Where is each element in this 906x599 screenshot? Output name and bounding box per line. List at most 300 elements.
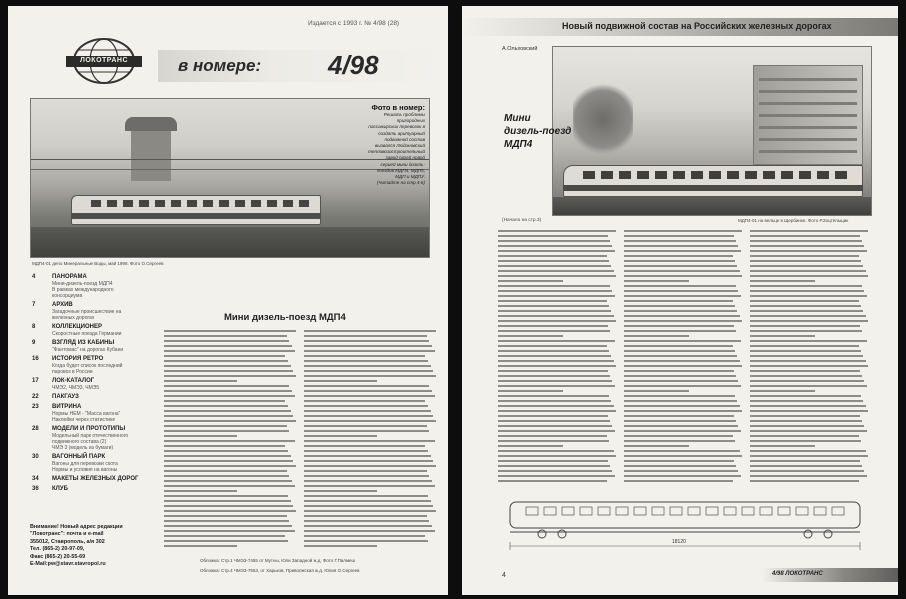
main-photo <box>552 46 872 216</box>
body-text-line <box>624 370 734 372</box>
toc-section-subtitle: Нормы и условия на вагоны <box>52 467 118 473</box>
body-text-line <box>304 370 433 372</box>
contact-line: "Локотранс": почта и e-mail <box>30 531 104 538</box>
body-text-line <box>750 415 860 417</box>
building-windows-shape <box>759 73 857 153</box>
body-text-line <box>164 345 292 347</box>
body-text-line <box>624 305 735 307</box>
body-text-line <box>304 445 425 447</box>
train-drawing <box>502 492 868 556</box>
contents-banner <box>158 50 444 82</box>
toc-section-subtitle: Модельный парк отечественного <box>52 433 129 439</box>
body-text-line <box>750 280 815 282</box>
body-text-line <box>304 525 432 527</box>
body-text-line <box>304 385 429 387</box>
toc-section-title: ВИТРИНА <box>52 404 82 410</box>
body-text-line <box>624 340 741 342</box>
body-text-line <box>750 470 864 472</box>
body-text-line <box>498 335 563 337</box>
body-text-line <box>164 480 292 482</box>
train-stripe-shape <box>71 213 321 219</box>
toc-section-subtitle: Наклейки через статистике <box>52 417 116 423</box>
body-text-line <box>750 245 864 247</box>
body-text-line <box>304 410 431 412</box>
body-text-line <box>750 455 868 457</box>
body-text-line <box>750 450 866 452</box>
body-text-line <box>498 410 616 412</box>
body-text-line <box>750 260 861 262</box>
body-text-line <box>750 385 867 387</box>
body-text-line <box>304 455 431 457</box>
body-text-line <box>624 290 738 292</box>
author: А.Ольховский <box>502 46 538 52</box>
body-text-line <box>750 345 859 347</box>
body-text-line <box>750 410 868 412</box>
toc-page-number: 9 <box>32 340 36 346</box>
body-text-line <box>498 240 610 242</box>
body-text-line <box>750 325 860 327</box>
body-text-line <box>164 465 296 467</box>
body-text-line <box>164 420 296 422</box>
body-text-line <box>164 340 289 342</box>
toc-section-subtitle: консорциума <box>52 293 83 299</box>
body-text-line <box>624 345 733 347</box>
toc-section-title: ВЗГЛЯД ИЗ КАБИНЫ <box>52 340 115 346</box>
toc-section-subtitle: Вагоны для перевозки скота <box>52 461 118 467</box>
body-text-line <box>624 430 741 432</box>
body-text-line <box>164 355 285 357</box>
footer-brand-bar <box>762 568 898 582</box>
cover-photo-caption: МДП4-01 депо Минеральные Воды, май 1998. Фото О.Сергеев <box>32 261 164 266</box>
body-text-line <box>750 430 867 432</box>
toc-page-number: 28 <box>32 426 39 432</box>
body-text-line <box>164 375 296 377</box>
body-text-line <box>750 435 859 437</box>
train-schematic-icon <box>502 492 868 556</box>
issue-line: Издается с 1993 г. № 4/98 (28) <box>308 20 400 27</box>
body-text-line <box>624 480 733 482</box>
toc-section-title: ПАКГАУЗ <box>52 394 79 400</box>
body-text-line <box>164 400 285 402</box>
body-text-line <box>750 315 866 317</box>
article-title: Мини дизель-поезд МДП4 <box>224 312 346 323</box>
body-text-line <box>498 245 612 247</box>
body-text-line <box>750 230 868 232</box>
body-text-line <box>304 485 435 487</box>
body-text-line <box>624 365 742 367</box>
track-shape <box>31 227 430 258</box>
body-text-line <box>624 405 740 407</box>
body-text-line <box>624 250 741 252</box>
body-text-line <box>750 350 861 352</box>
body-text-line <box>304 530 435 532</box>
right-page <box>462 6 898 595</box>
cover-note-lines <box>345 112 425 186</box>
body-text-line <box>498 395 609 397</box>
body-text-line <box>164 520 289 522</box>
body-text-line <box>164 505 293 507</box>
body-text-line <box>750 360 866 362</box>
body-text-line <box>304 375 436 377</box>
body-text-line <box>164 470 287 472</box>
body-text-line <box>304 515 427 517</box>
body-text-line <box>498 255 607 257</box>
toc-page-number: 36 <box>32 486 39 492</box>
body-text-line <box>498 310 611 312</box>
body-text-line <box>750 240 862 242</box>
toc-section-subtitle: Скоростные поезда Германии <box>52 331 122 337</box>
body-text-line <box>498 320 616 322</box>
article-footer-1: Обложка: Стр.1 ЧМЭ3-7455 от Мутны, Юли Западной ж.д. Фото Г.Палмеш <box>200 558 356 563</box>
body-text-line <box>498 350 609 352</box>
body-text-line <box>624 335 689 337</box>
body-text-line <box>624 420 736 422</box>
toc-section-title: КОЛЛЕКЦИОНЕР <box>52 324 102 330</box>
cover-note-line: создать аритуарный <box>378 130 425 136</box>
body-text-line <box>498 475 615 477</box>
table-of-contents <box>8 268 158 518</box>
body-text-line <box>750 390 815 392</box>
body-text-line <box>304 510 436 512</box>
contact-line: Тел. (865-2) 20-97-09, <box>30 546 85 553</box>
toc-section-subtitle: Мини-дизель-поезд МДП4 <box>52 281 113 287</box>
body-text-line <box>164 335 287 337</box>
body-text-line <box>498 445 563 447</box>
body-text-line <box>750 475 867 477</box>
body-text-line <box>750 355 863 357</box>
body-text-line <box>498 275 616 277</box>
body-text-line <box>164 485 295 487</box>
body-text-line <box>164 455 291 457</box>
contact-line: E-Mail:pw@stavr.stavropol.ru <box>30 561 106 568</box>
body-text-line <box>304 500 431 502</box>
body-text-line <box>624 445 689 447</box>
toc-section-subtitle: Загадочные происшествие на <box>52 309 122 315</box>
body-text-line <box>498 315 614 317</box>
cover-note-line: пассажирских перевозок в <box>368 124 425 130</box>
body-text-line <box>624 390 689 392</box>
body-text-line <box>304 355 425 357</box>
body-text-line <box>498 330 610 332</box>
body-text-line <box>750 290 864 292</box>
body-text-line <box>304 465 436 467</box>
body-text-line <box>164 495 288 497</box>
cover-note-line: серией мини дизель- <box>380 161 425 167</box>
body-text-line <box>498 440 609 442</box>
toc-section-subtitle: "Фантомас" на дорогах Кубани <box>52 347 124 353</box>
body-text-line <box>304 405 428 407</box>
body-text-line <box>498 270 614 272</box>
dimension-label: 18120 <box>672 539 686 545</box>
photo-title <box>504 112 571 151</box>
body-text-line <box>164 385 289 387</box>
cover-note-line: подвижной состав <box>384 136 425 142</box>
cover-note-line: завод своей новой <box>385 155 425 161</box>
body-text-line <box>624 230 742 232</box>
body-text-line <box>624 280 689 282</box>
toc-page-number: 34 <box>32 476 39 482</box>
cover-note-title: Фото в номер: <box>371 103 425 112</box>
body-text-line <box>164 515 287 517</box>
header-title: Новый подвижной состав на Российских железных дорогах <box>562 21 832 31</box>
body-text-line <box>750 270 866 272</box>
toc-page-number: 16 <box>32 356 39 362</box>
body-text-line <box>164 510 296 512</box>
body-text-line <box>164 395 295 397</box>
body-text-line <box>498 290 612 292</box>
body-text-line <box>750 395 861 397</box>
body-text-line <box>164 535 285 537</box>
toc-page-number: 22 <box>32 394 39 400</box>
body-text-line <box>304 540 428 542</box>
body-text-line <box>750 305 861 307</box>
toc-section-subtitle: ЧМЭ 3 (модель из бумаги) <box>52 445 114 451</box>
body-text-line <box>624 275 742 277</box>
body-text-line <box>164 365 291 367</box>
toc-page-number: 7 <box>32 302 36 308</box>
body-text-line <box>498 285 610 287</box>
train-windows-shape <box>91 200 311 207</box>
body-text-line <box>624 285 736 287</box>
toc-section-subtitle: Когда будет список последний <box>52 363 123 369</box>
body-text-line <box>624 395 735 397</box>
body-text-line <box>498 420 610 422</box>
body-text-line <box>498 265 611 267</box>
body-text-line <box>498 250 615 252</box>
toc-section-title: МАКЕТЫ ЖЕЛЕЗНЫХ ДОРОГ <box>52 476 139 482</box>
body-text-line <box>304 475 429 477</box>
body-text-line <box>624 330 736 332</box>
body-text-line <box>498 305 609 307</box>
body-text-line <box>304 495 428 497</box>
body-text-line <box>624 440 735 442</box>
body-text-line <box>304 545 377 547</box>
page-gutter <box>448 0 462 599</box>
body-text-line <box>624 320 742 322</box>
body-text-line <box>624 450 740 452</box>
body-text-line <box>624 255 733 257</box>
body-text-line <box>624 400 737 402</box>
body-text-line <box>304 480 432 482</box>
body-text-line <box>624 470 738 472</box>
article-column-2 <box>304 330 436 550</box>
toc-section-subtitle: ЧМЭ2, ЧМЭ3, ЧМЭ5 <box>52 385 100 391</box>
body-text-line <box>164 545 237 547</box>
body-text-line <box>750 420 862 422</box>
body-text-line <box>750 380 864 382</box>
toc-section-title: ИСТОРИЯ РЕТРО <box>52 356 104 362</box>
body-text-line <box>498 355 611 357</box>
body-text-line <box>750 250 867 252</box>
photo-title-line-2: дизель-поезд <box>504 126 572 137</box>
body-text-line <box>624 245 738 247</box>
body-text-line <box>498 280 563 282</box>
body-text-line <box>304 415 433 417</box>
body-text-line <box>498 415 608 417</box>
body-text-line <box>304 380 377 382</box>
body-text-line <box>498 260 609 262</box>
body-text-line <box>624 300 733 302</box>
body-text-line <box>164 540 288 542</box>
body-text-line <box>624 265 737 267</box>
body-text-line <box>304 390 432 392</box>
body-text-line <box>304 420 436 422</box>
body-text-line <box>750 275 868 277</box>
toc-section-title: ВАГОННЫЙ ПАРК <box>52 454 106 460</box>
logo-text: ЛОКОТРАНС <box>79 57 129 64</box>
body-text-line <box>750 335 815 337</box>
body-text-line <box>164 430 289 432</box>
body-text-line <box>498 365 616 367</box>
body-text-line <box>164 460 293 462</box>
article-footer-2: Обложка: Стр.4 ЧМЭ3-7553, от Харьков, Приволжская ж.д. Юлия О.Сергеев <box>200 568 360 573</box>
body-text-line <box>164 405 288 407</box>
body-text-line <box>304 430 429 432</box>
banner-label: в номере: <box>178 56 262 75</box>
cover-note-line: пригородных <box>396 118 425 124</box>
body-text-line <box>164 490 237 492</box>
toc-section-title: МОДЕЛИ И ПРОТОТИПЫ <box>52 426 126 432</box>
body-text-line <box>750 265 863 267</box>
body-text-line <box>498 450 614 452</box>
body-text-line <box>498 235 608 237</box>
body-text-line <box>624 375 736 377</box>
body-text-line <box>750 375 862 377</box>
body-text-line <box>750 365 868 367</box>
body-text-line <box>304 350 435 352</box>
body-text-line <box>498 345 607 347</box>
body-text-line <box>304 425 427 427</box>
body-text-line <box>750 255 859 257</box>
body-text-line <box>164 525 292 527</box>
body-text-line <box>624 455 742 457</box>
tower-top-shape <box>125 117 177 131</box>
body-text-line <box>304 395 435 397</box>
body-text-line <box>624 385 741 387</box>
track-shape <box>553 197 872 216</box>
body-text-line <box>750 330 862 332</box>
body-text-line <box>498 380 612 382</box>
body-text-line <box>750 285 862 287</box>
body-text-line <box>304 520 429 522</box>
body-text-line <box>164 415 293 417</box>
body-text-line <box>750 400 863 402</box>
body-text-line <box>498 425 612 427</box>
contact-line: Факс (865-2) 20-55-69 <box>30 553 86 560</box>
body-text-line <box>624 460 734 462</box>
body-text-line <box>498 230 616 232</box>
body-text-line <box>164 475 289 477</box>
body-text-line <box>750 405 866 407</box>
body-text-line <box>624 360 740 362</box>
toc-page-number: 23 <box>32 404 39 410</box>
toc-section-title: КЛУБ <box>52 486 68 492</box>
body-text-line <box>750 235 860 237</box>
body-text-line <box>164 380 237 382</box>
body-text-line <box>164 530 295 532</box>
tree-shape <box>573 83 633 155</box>
body-text-line <box>498 370 608 372</box>
body-text-line <box>624 260 735 262</box>
body-text-line <box>498 465 610 467</box>
cover-photo <box>30 98 430 258</box>
body-text-line <box>304 435 377 437</box>
train-windows-shape <box>583 171 853 179</box>
toc-section-subtitle: Нормы НЕМ - "Масса вагона" <box>52 411 121 417</box>
body-text-line <box>498 455 616 457</box>
body-text-line <box>164 425 287 427</box>
right-column-1 <box>498 230 616 485</box>
body-text-line <box>624 475 741 477</box>
right-column-3 <box>750 230 868 485</box>
page-number: 4 <box>502 572 506 579</box>
toc-section-title: АРХИВ <box>52 302 73 308</box>
banner-issue: 4/98 <box>328 50 379 80</box>
body-text-line <box>304 335 427 337</box>
body-text-line <box>750 440 861 442</box>
contact-line: Внимание! Новый адрес редакции <box>30 524 123 530</box>
toc-section-subtitle: паровоз в России <box>52 369 93 375</box>
body-text-line <box>624 325 734 327</box>
body-text-line <box>624 270 740 272</box>
body-text-line <box>498 360 614 362</box>
toc-page-number: 17 <box>32 378 39 384</box>
footer-brand: 4/98 ЛОКОТРАНС <box>772 571 823 577</box>
body-text-line <box>624 235 734 237</box>
body-text-line <box>498 470 612 472</box>
train-body-shape <box>563 165 863 197</box>
body-text-line <box>750 425 864 427</box>
body-text-line <box>750 340 867 342</box>
body-text-line <box>750 295 867 297</box>
body-text-line <box>750 460 860 462</box>
cover-note-line: вызвался Людиновский <box>375 143 425 149</box>
body-text-line <box>304 450 428 452</box>
body-text-line <box>304 440 435 442</box>
body-text-line <box>304 330 436 332</box>
body-text-line <box>498 480 607 482</box>
body-text-line <box>304 535 425 537</box>
body-text-line <box>304 365 431 367</box>
body-text-line <box>304 460 433 462</box>
cover-note-line: МДП и МДПУ. <box>395 174 425 180</box>
body-text-line <box>304 340 429 342</box>
body-text-line <box>624 425 738 427</box>
body-text-line <box>164 390 292 392</box>
body-text-line <box>304 505 433 507</box>
body-text-line <box>164 440 295 442</box>
body-text-line <box>164 500 291 502</box>
body-text-line <box>164 445 285 447</box>
body-text-line <box>750 310 863 312</box>
body-text-line <box>498 390 563 392</box>
contact-block <box>30 524 160 568</box>
body-text-line <box>750 465 862 467</box>
article-column-1 <box>164 330 296 550</box>
body-text-line <box>624 350 735 352</box>
body-text-line <box>624 465 736 467</box>
body-text-line <box>498 400 611 402</box>
body-text-line <box>750 370 860 372</box>
toc-section-subtitle: железных дорогах <box>52 315 95 321</box>
cover-note-line: Решать проблемы <box>383 112 425 117</box>
photo-caption-right: МДП4-01 на вельце в Щербинке. Фото Р.Зоцтельщик <box>738 218 849 223</box>
body-text-line <box>624 315 740 317</box>
body-text-line <box>164 360 288 362</box>
body-text-line <box>750 445 815 447</box>
photo-title-line-1: Мини <box>504 113 531 124</box>
body-text-line <box>304 490 377 492</box>
